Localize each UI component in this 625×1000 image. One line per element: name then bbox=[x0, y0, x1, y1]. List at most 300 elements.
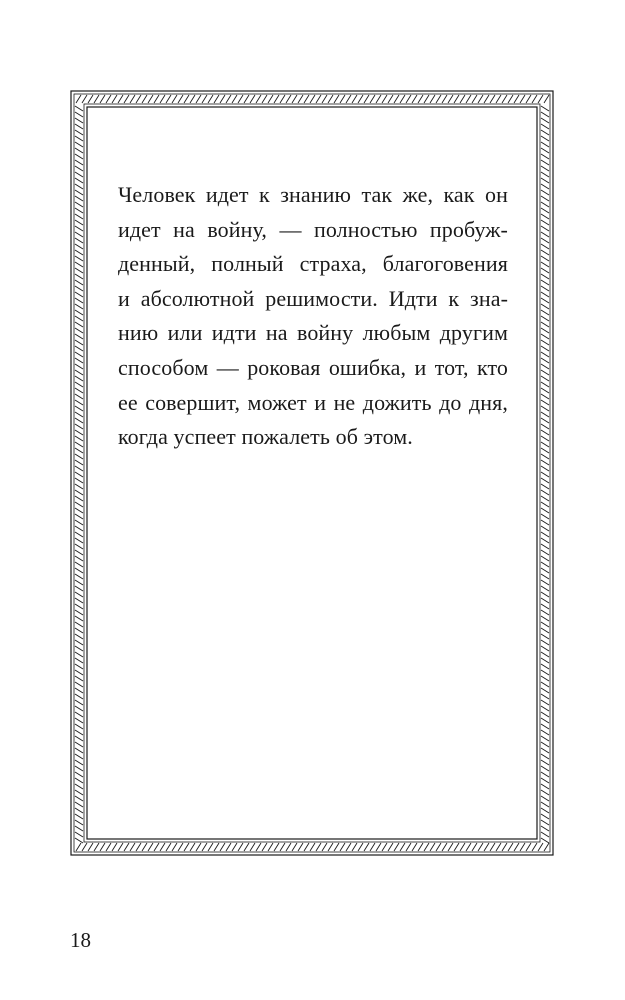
rope-twist bbox=[75, 202, 83, 207]
rope-twist bbox=[412, 95, 417, 103]
rope-twist bbox=[75, 496, 83, 501]
rope-twist bbox=[541, 556, 549, 561]
rope-twist bbox=[75, 466, 83, 471]
rope-twist bbox=[154, 843, 159, 851]
rope-twist bbox=[166, 95, 171, 103]
rope-twist bbox=[292, 843, 297, 851]
rope-twist bbox=[541, 352, 549, 357]
rope-twist bbox=[442, 95, 447, 103]
rope-twist bbox=[541, 814, 549, 819]
rope-twist bbox=[75, 388, 83, 393]
rope-twist bbox=[75, 436, 83, 441]
rope-twist bbox=[298, 843, 303, 851]
rope-twist bbox=[75, 730, 83, 735]
rope-twist bbox=[406, 843, 411, 851]
rope-twist bbox=[75, 418, 83, 423]
rope-twist bbox=[75, 796, 83, 801]
rope-twist bbox=[541, 658, 549, 663]
rope-twist bbox=[172, 843, 177, 851]
rope-twist bbox=[75, 490, 83, 495]
rope-twist bbox=[75, 622, 83, 627]
rope-twist bbox=[541, 544, 549, 549]
rope-twist bbox=[328, 95, 333, 103]
rope-twist bbox=[541, 688, 549, 693]
rope-twist bbox=[268, 843, 273, 851]
rope-twist bbox=[541, 670, 549, 675]
rope-twist bbox=[75, 424, 83, 429]
rope-twist bbox=[75, 472, 83, 477]
rope-twist bbox=[541, 712, 549, 717]
rope-twist bbox=[75, 370, 83, 375]
rope-twist bbox=[541, 418, 549, 423]
rope-twist bbox=[541, 496, 549, 501]
rope-twist bbox=[541, 838, 549, 843]
rope-twist bbox=[484, 843, 489, 851]
rope-twist bbox=[541, 826, 549, 831]
rope-twist bbox=[75, 478, 83, 483]
rope-twist bbox=[75, 280, 83, 285]
rope-twist bbox=[196, 95, 201, 103]
rope-twist bbox=[88, 843, 93, 851]
rope-twist bbox=[124, 95, 129, 103]
rope-twist bbox=[100, 843, 105, 851]
rope-twist bbox=[478, 843, 483, 851]
rope-twist bbox=[118, 843, 123, 851]
rope-twist bbox=[196, 843, 201, 851]
rope-twist bbox=[541, 748, 549, 753]
rope-twist bbox=[190, 843, 195, 851]
rope-twist bbox=[82, 843, 87, 851]
rope-twist bbox=[541, 394, 549, 399]
rope-twist bbox=[388, 843, 393, 851]
rope-twist bbox=[541, 616, 549, 621]
rope-twist bbox=[75, 334, 83, 339]
rope-twist bbox=[541, 478, 549, 483]
rope-twist bbox=[214, 843, 219, 851]
rope-twist bbox=[454, 95, 459, 103]
rope-twist bbox=[75, 208, 83, 213]
rope-twist bbox=[250, 95, 255, 103]
rope-twist bbox=[541, 424, 549, 429]
rope-twist bbox=[130, 95, 135, 103]
rope-twist bbox=[541, 400, 549, 405]
rope-twist bbox=[75, 538, 83, 543]
rope-twist bbox=[334, 843, 339, 851]
rope-twist bbox=[136, 843, 141, 851]
rope-twist bbox=[541, 382, 549, 387]
rope-twist bbox=[541, 646, 549, 651]
rope-twist bbox=[75, 154, 83, 159]
rope-twist bbox=[541, 790, 549, 795]
rope-twist bbox=[75, 712, 83, 717]
rope-twist bbox=[262, 95, 267, 103]
rope-twist bbox=[75, 172, 83, 177]
rope-twist bbox=[274, 95, 279, 103]
rope-twist bbox=[541, 256, 549, 261]
rope-twist bbox=[541, 412, 549, 417]
rope-twist bbox=[346, 843, 351, 851]
rope-twist bbox=[75, 118, 83, 123]
rope-twist bbox=[352, 95, 357, 103]
rope-twist bbox=[75, 346, 83, 351]
rope-twist bbox=[541, 376, 549, 381]
rope-twist bbox=[541, 460, 549, 465]
rope-twist bbox=[418, 843, 423, 851]
rope-twist bbox=[541, 208, 549, 213]
rope-twist bbox=[75, 718, 83, 723]
rope-twist bbox=[202, 95, 207, 103]
rope-twist bbox=[541, 430, 549, 435]
rope-twist bbox=[75, 484, 83, 489]
rope-twist bbox=[75, 220, 83, 225]
quote-line: способом — роковая ошибка, и тот, кто bbox=[118, 354, 508, 380]
quote-line: нию или идти на войну любым другим bbox=[118, 320, 508, 346]
rope-twist bbox=[541, 628, 549, 633]
rope-twist bbox=[541, 448, 549, 453]
rope-twist bbox=[94, 843, 99, 851]
rope-twist bbox=[541, 778, 549, 783]
rope-twist bbox=[226, 843, 231, 851]
rope-twist bbox=[75, 760, 83, 765]
rope-twist bbox=[541, 322, 549, 327]
rope-twist bbox=[75, 634, 83, 639]
rope-twist bbox=[75, 328, 83, 333]
rope-twist bbox=[75, 658, 83, 663]
rope-twist bbox=[541, 760, 549, 765]
rope-twist bbox=[541, 592, 549, 597]
rope-twist bbox=[166, 843, 171, 851]
rope-twist bbox=[75, 226, 83, 231]
rope-twist bbox=[75, 508, 83, 513]
rope-twist bbox=[382, 95, 387, 103]
rope-twist bbox=[184, 95, 189, 103]
rope-twist bbox=[541, 340, 549, 345]
rope-twist bbox=[244, 843, 249, 851]
rope-twist bbox=[532, 843, 537, 851]
rope-twist bbox=[541, 250, 549, 255]
rope-twist bbox=[262, 843, 267, 851]
rope-twist bbox=[238, 95, 243, 103]
rope-twist bbox=[544, 843, 549, 851]
rope-twist bbox=[541, 574, 549, 579]
rope-twist bbox=[202, 843, 207, 851]
rope-twist bbox=[75, 838, 83, 843]
rope-twist bbox=[75, 406, 83, 411]
rope-twist bbox=[436, 843, 441, 851]
rope-twist bbox=[75, 454, 83, 459]
rope-twist bbox=[541, 370, 549, 375]
rope-twist bbox=[484, 95, 489, 103]
rope-twist bbox=[346, 95, 351, 103]
rope-twist bbox=[75, 448, 83, 453]
rope-twist bbox=[541, 286, 549, 291]
rope-twist bbox=[112, 843, 117, 851]
rope-twist bbox=[541, 436, 549, 441]
rope-twist bbox=[226, 95, 231, 103]
rope-twist bbox=[532, 95, 537, 103]
rope-twist bbox=[75, 814, 83, 819]
rope-twist bbox=[358, 95, 363, 103]
rope-twist bbox=[541, 796, 549, 801]
rope-twist bbox=[541, 172, 549, 177]
rope-twist bbox=[256, 843, 261, 851]
rope-twist bbox=[75, 430, 83, 435]
rope-twist bbox=[502, 95, 507, 103]
rope-twist bbox=[75, 286, 83, 291]
rope-twist bbox=[75, 304, 83, 309]
rope-twist bbox=[75, 232, 83, 237]
rope-twist bbox=[541, 622, 549, 627]
rope-twist bbox=[364, 95, 369, 103]
rope-twist bbox=[514, 843, 519, 851]
rope-twist bbox=[541, 502, 549, 507]
rope-twist bbox=[541, 718, 549, 723]
rope-twist bbox=[75, 130, 83, 135]
rope-twist bbox=[541, 526, 549, 531]
rope-twist bbox=[538, 843, 543, 851]
rope-twist bbox=[376, 843, 381, 851]
rope-twist bbox=[424, 95, 429, 103]
rope-twist bbox=[75, 826, 83, 831]
rope-twist bbox=[75, 562, 83, 567]
rope-twist bbox=[541, 220, 549, 225]
rope-twist bbox=[418, 95, 423, 103]
rope-twist bbox=[75, 178, 83, 183]
rope-twist bbox=[541, 604, 549, 609]
rope-twist bbox=[541, 538, 549, 543]
rope-twist bbox=[75, 784, 83, 789]
rope-twist bbox=[541, 532, 549, 537]
rope-twist bbox=[541, 196, 549, 201]
rope-twist bbox=[130, 843, 135, 851]
rope-twist bbox=[172, 95, 177, 103]
rope-twist bbox=[538, 95, 543, 103]
rope-twist bbox=[541, 232, 549, 237]
rope-twist bbox=[75, 604, 83, 609]
rope-twist bbox=[142, 95, 147, 103]
rope-twist bbox=[75, 670, 83, 675]
rope-twist bbox=[75, 676, 83, 681]
rope-twist bbox=[460, 95, 465, 103]
rope-twist bbox=[541, 130, 549, 135]
rope-twist bbox=[75, 514, 83, 519]
rope-twist bbox=[75, 190, 83, 195]
rope-twist bbox=[75, 820, 83, 825]
rope-twist bbox=[436, 95, 441, 103]
rope-twist bbox=[160, 843, 165, 851]
rope-twist bbox=[232, 843, 237, 851]
rope-twist bbox=[75, 544, 83, 549]
rope-twist bbox=[75, 682, 83, 687]
rope-twist bbox=[75, 808, 83, 813]
rope-twist bbox=[142, 843, 147, 851]
rope-twist bbox=[541, 202, 549, 207]
rope-twist bbox=[541, 550, 549, 555]
rope-twist bbox=[75, 148, 83, 153]
rope-twist bbox=[75, 262, 83, 267]
rope-twist bbox=[250, 843, 255, 851]
rope-twist bbox=[466, 843, 471, 851]
rope-twist bbox=[75, 292, 83, 297]
rope-twist bbox=[382, 843, 387, 851]
rope-twist bbox=[520, 843, 525, 851]
rope-twist bbox=[541, 736, 549, 741]
rope-twist bbox=[541, 160, 549, 165]
rope-twist bbox=[430, 843, 435, 851]
rope-twist bbox=[75, 742, 83, 747]
rope-twist bbox=[232, 95, 237, 103]
rope-twist bbox=[178, 95, 183, 103]
rope-twist bbox=[75, 520, 83, 525]
rope-twist bbox=[286, 95, 291, 103]
rope-twist bbox=[75, 610, 83, 615]
rope-twist bbox=[75, 382, 83, 387]
rope-twist bbox=[490, 95, 495, 103]
rope-twist bbox=[541, 106, 549, 111]
rope-twist bbox=[460, 843, 465, 851]
rope-twist bbox=[526, 95, 531, 103]
rope-twist bbox=[75, 106, 83, 111]
rope-twist bbox=[75, 580, 83, 585]
rope-twist bbox=[274, 843, 279, 851]
rope-twist bbox=[541, 142, 549, 147]
quote-line-last: когда успеет пожалеть об этом. bbox=[118, 424, 413, 450]
rope-twist bbox=[541, 292, 549, 297]
rope-twist bbox=[352, 843, 357, 851]
rope-twist bbox=[75, 748, 83, 753]
rope-twist bbox=[75, 694, 83, 699]
rope-twist bbox=[160, 95, 165, 103]
rope-twist bbox=[541, 118, 549, 123]
rope-twist bbox=[310, 95, 315, 103]
rope-twist bbox=[220, 843, 225, 851]
rope-twist bbox=[75, 598, 83, 603]
rope-twist bbox=[400, 843, 405, 851]
rope-twist bbox=[541, 772, 549, 777]
rope-twist bbox=[75, 724, 83, 729]
rope-twist bbox=[75, 124, 83, 129]
rope-twist bbox=[406, 95, 411, 103]
rope-twist bbox=[541, 346, 549, 351]
rope-twist bbox=[208, 95, 213, 103]
rope-twist bbox=[541, 178, 549, 183]
rope-twist bbox=[340, 843, 345, 851]
rope-twist bbox=[220, 95, 225, 103]
rope-twist bbox=[340, 95, 345, 103]
rope-twist bbox=[136, 95, 141, 103]
rope-twist bbox=[75, 196, 83, 201]
rope-twist bbox=[75, 358, 83, 363]
rope-twist bbox=[541, 640, 549, 645]
rope-twist bbox=[376, 95, 381, 103]
rope-twist bbox=[75, 310, 83, 315]
rope-twist bbox=[75, 790, 83, 795]
rope-twist bbox=[75, 766, 83, 771]
quote-line: ее совершит, может и не дожить до дня, bbox=[118, 389, 508, 415]
rope-twist bbox=[466, 95, 471, 103]
rope-twist bbox=[541, 784, 549, 789]
rope-twist bbox=[541, 112, 549, 117]
rope-twist bbox=[541, 274, 549, 279]
rope-twist bbox=[75, 754, 83, 759]
rope-twist bbox=[75, 652, 83, 657]
rope-twist bbox=[454, 843, 459, 851]
page-number: 18 bbox=[70, 928, 91, 952]
rope-twist bbox=[75, 400, 83, 405]
rope-twist bbox=[541, 304, 549, 309]
rope-twist bbox=[541, 634, 549, 639]
rope-twist bbox=[154, 95, 159, 103]
rope-twist bbox=[75, 238, 83, 243]
rope-twist bbox=[541, 802, 549, 807]
rope-twist bbox=[75, 592, 83, 597]
rope-twist bbox=[178, 843, 183, 851]
rope-twist bbox=[280, 95, 285, 103]
rope-twist bbox=[75, 268, 83, 273]
rope-twist bbox=[75, 184, 83, 189]
rope-twist bbox=[358, 843, 363, 851]
rope-twist bbox=[75, 616, 83, 621]
rope-twist bbox=[541, 472, 549, 477]
rope-twist bbox=[541, 466, 549, 471]
rope-twist bbox=[106, 95, 111, 103]
rope-twist bbox=[541, 508, 549, 513]
rope-twist bbox=[75, 340, 83, 345]
rope-twist bbox=[541, 310, 549, 315]
rope-twist bbox=[541, 388, 549, 393]
rope-twist bbox=[75, 550, 83, 555]
rope-twist bbox=[304, 95, 309, 103]
rope-twist bbox=[184, 843, 189, 851]
rope-twist bbox=[541, 148, 549, 153]
rope-twist bbox=[214, 95, 219, 103]
rope-twist bbox=[412, 843, 417, 851]
rope-twist bbox=[424, 843, 429, 851]
rope-twist bbox=[541, 334, 549, 339]
rope-twist bbox=[75, 394, 83, 399]
quote-paragraph bbox=[118, 178, 508, 455]
rope-twist bbox=[238, 843, 243, 851]
rope-twist bbox=[541, 676, 549, 681]
rope-twist bbox=[75, 298, 83, 303]
rope-twist bbox=[75, 532, 83, 537]
rope-twist bbox=[394, 843, 399, 851]
rope-twist bbox=[541, 742, 549, 747]
rope-twist bbox=[541, 124, 549, 129]
rope-twist bbox=[541, 664, 549, 669]
rope-twist bbox=[541, 490, 549, 495]
rope-twist bbox=[94, 95, 99, 103]
rope-twist bbox=[541, 454, 549, 459]
rope-twist bbox=[541, 238, 549, 243]
rope-twist bbox=[448, 95, 453, 103]
rope-twist bbox=[75, 250, 83, 255]
rope-twist bbox=[541, 136, 549, 141]
rope-twist bbox=[541, 610, 549, 615]
rope-twist bbox=[280, 843, 285, 851]
rope-twist bbox=[442, 843, 447, 851]
rope-twist bbox=[75, 136, 83, 141]
rope-twist bbox=[75, 412, 83, 417]
rope-twist bbox=[541, 328, 549, 333]
rope-twist bbox=[541, 358, 549, 363]
rope-twist bbox=[394, 95, 399, 103]
rope-twist bbox=[541, 280, 549, 285]
rope-twist bbox=[75, 556, 83, 561]
rope-twist bbox=[268, 95, 273, 103]
rope-twist bbox=[298, 95, 303, 103]
rope-twist bbox=[541, 700, 549, 705]
